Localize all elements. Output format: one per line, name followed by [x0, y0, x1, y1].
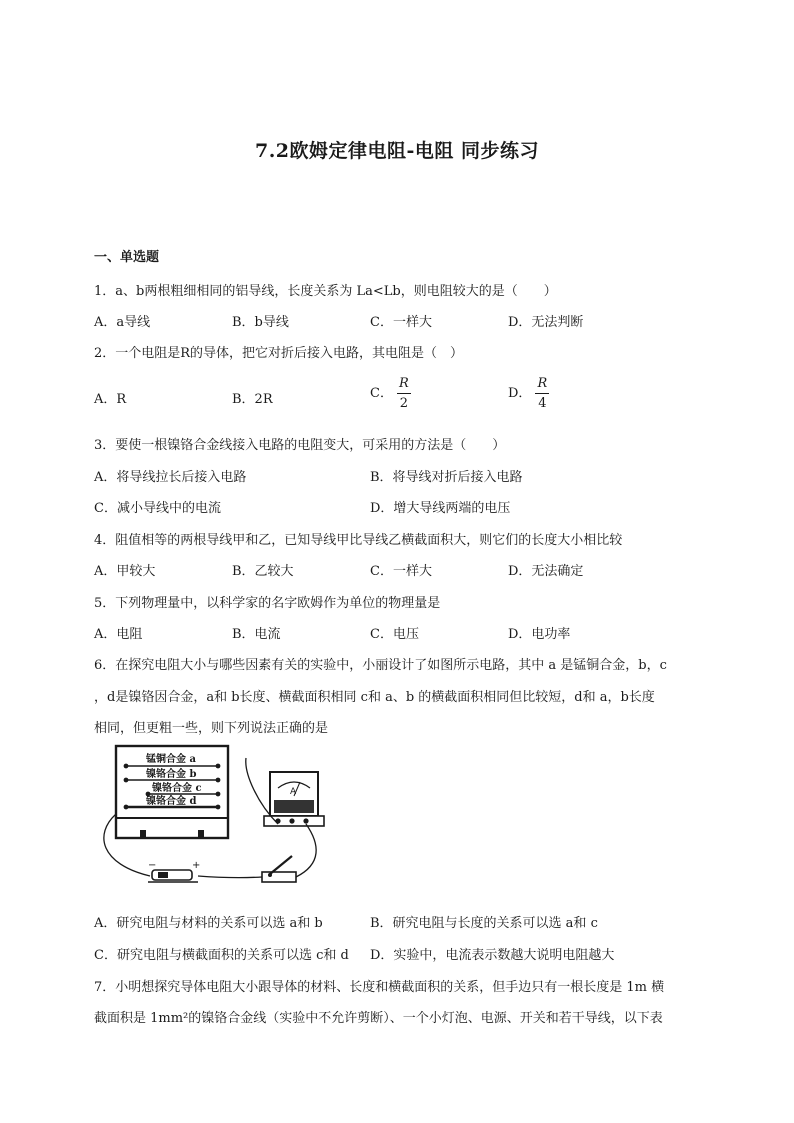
question-5-option-d[interactable]: D．电功率 [508, 627, 571, 642]
ammeter-label: A [290, 787, 297, 797]
question-2-option-c-label: C． [370, 386, 393, 401]
page-title: 7.2欧姆定律电阻-电阻 同步练习 [254, 140, 540, 162]
question-2-stem: 2．一个电阻是R的导体，把它对折后接入电路，其电阻是（ ） [94, 346, 464, 361]
question-4-option-d[interactable]: D．无法确定 [508, 564, 584, 579]
terminal-dot [216, 805, 221, 810]
wire-label-b: 镍铬合金 b [146, 769, 197, 780]
fraction-numerator: R [397, 376, 411, 394]
fraction-r-over-4 [535, 376, 549, 411]
fraction-denominator: 2 [399, 396, 408, 411]
question-6-option-a[interactable]: A．研究电阻与材料的关系可以选 a和 b [94, 916, 323, 931]
question-4-stem: 4．阻值相等的两根导线甲和乙，已知导线甲比导线乙横截面积大，则它们的长度大小相比较 [94, 533, 623, 548]
question-3-stem: 3．要使一根镍铬合金线接入电路的电阻变大，可采用的方法是（ ） [94, 438, 506, 453]
battery-positive-sign: + [192, 860, 201, 871]
wire-label-d: 镍铬合金 d [146, 796, 197, 807]
question-6-stem-line-2: ，d是镍铬因合金，a和 b长度、横截面积相同 c和 a、b 的横截面积相同但比较短，d和 a，b长度 [94, 690, 655, 705]
wire-label-c: 镍铬合金 c [152, 783, 202, 794]
question-3-option-b[interactable]: B．将导线对折后接入电路 [370, 470, 523, 485]
battery [148, 860, 200, 882]
question-3-option-d[interactable]: D．增大导线两端的电压 [370, 501, 511, 516]
ammeter-terminal [303, 818, 308, 823]
question-5-option-c[interactable]: C．电压 [370, 627, 419, 642]
question-2-option-d-label: D． [508, 386, 532, 401]
question-2-option-d[interactable] [508, 376, 549, 411]
terminal-dot [124, 778, 129, 783]
terminal-dot [124, 805, 129, 810]
wire-battery-to-switch [198, 876, 262, 878]
question-4-option-a[interactable]: A．甲较大 [94, 564, 156, 579]
circuit-diagram [94, 744, 354, 900]
question-1-stem: 1．a、b两根粗细相同的铝导线，长度关系为 La<Lb，则电阻较大的是（ ） [94, 284, 557, 299]
switch-base [262, 872, 296, 882]
question-5-stem: 5．下列物理量中，以科学家的名字欧姆作为单位的物理量是 [94, 596, 441, 611]
wire-switch-to-ammeter [296, 824, 316, 877]
fraction-r-over-2 [397, 376, 411, 411]
question-4-option-c[interactable]: C．一样大 [370, 564, 432, 579]
question-6-option-c[interactable]: C．研究电阻与横截面积的关系可以选 c和 d [94, 948, 349, 963]
ammeter-panel [274, 800, 314, 813]
question-6-stem-line-3: 相同，但更粗一些，则下列说法正确的是 [94, 721, 329, 736]
question-1-option-c[interactable]: C．一样大 [370, 315, 432, 330]
question-6-option-b[interactable]: B．研究电阻与长度的关系可以选 a和 c [370, 916, 598, 931]
question-2-option-b[interactable]: B．2R [232, 392, 273, 407]
question-2-option-c[interactable] [370, 376, 411, 411]
question-1-option-b[interactable]: B．b导线 [232, 315, 289, 330]
question-6-option-d[interactable]: D．实验中，电流表示数越大说明电阻越大 [370, 948, 615, 963]
terminal-dot [216, 792, 221, 797]
question-7-stem-line-1: 7．小明想探究导体电阻大小跟导体的材料、长度和横截面积的关系，但手边只有一根长度是 1m 横 [94, 980, 665, 995]
wire-board-to-battery [104, 814, 150, 876]
fraction-numerator: R [535, 376, 549, 394]
battery-negative-sign: − [148, 860, 157, 871]
section-heading: 一、单选题 [94, 250, 160, 265]
question-3-option-c[interactable]: C．减小导线中的电流 [94, 501, 221, 516]
switch [262, 856, 296, 882]
board-foot-left [140, 830, 146, 838]
ammeter-terminal [289, 818, 294, 823]
terminal-dot [216, 778, 221, 783]
switch-pivot [268, 873, 272, 877]
question-5-option-b[interactable]: B．电流 [232, 627, 281, 642]
fraction-denominator: 4 [538, 396, 547, 411]
terminal-dot [216, 764, 221, 769]
question-3-option-a[interactable]: A．将导线拉长后接入电路 [94, 470, 247, 485]
question-2-option-a[interactable]: A．R [94, 392, 127, 407]
question-6-stem-line-1: 6．在探究电阻大小与哪些因素有关的实验中，小丽设计了如图所示电路，其中 a 是锰铜合金，b，c [94, 658, 667, 673]
terminal-dot [124, 764, 129, 769]
board-foot-right [198, 830, 204, 838]
question-4-option-b[interactable]: B．乙较大 [232, 564, 294, 579]
question-1-option-d[interactable]: D．无法判断 [508, 315, 584, 330]
wire-label-a: 锰铜合金 a [146, 754, 196, 765]
question-1-option-a[interactable]: A．a导线 [94, 315, 151, 330]
question-7-stem-line-2: 截面积是 1mm²的镍铬合金线（实验中不允许剪断）、一个小灯泡、电源、开关和若干导线，以下表 [94, 1011, 663, 1026]
battery-band [158, 872, 168, 878]
question-5-option-a[interactable]: A．电阻 [94, 627, 143, 642]
